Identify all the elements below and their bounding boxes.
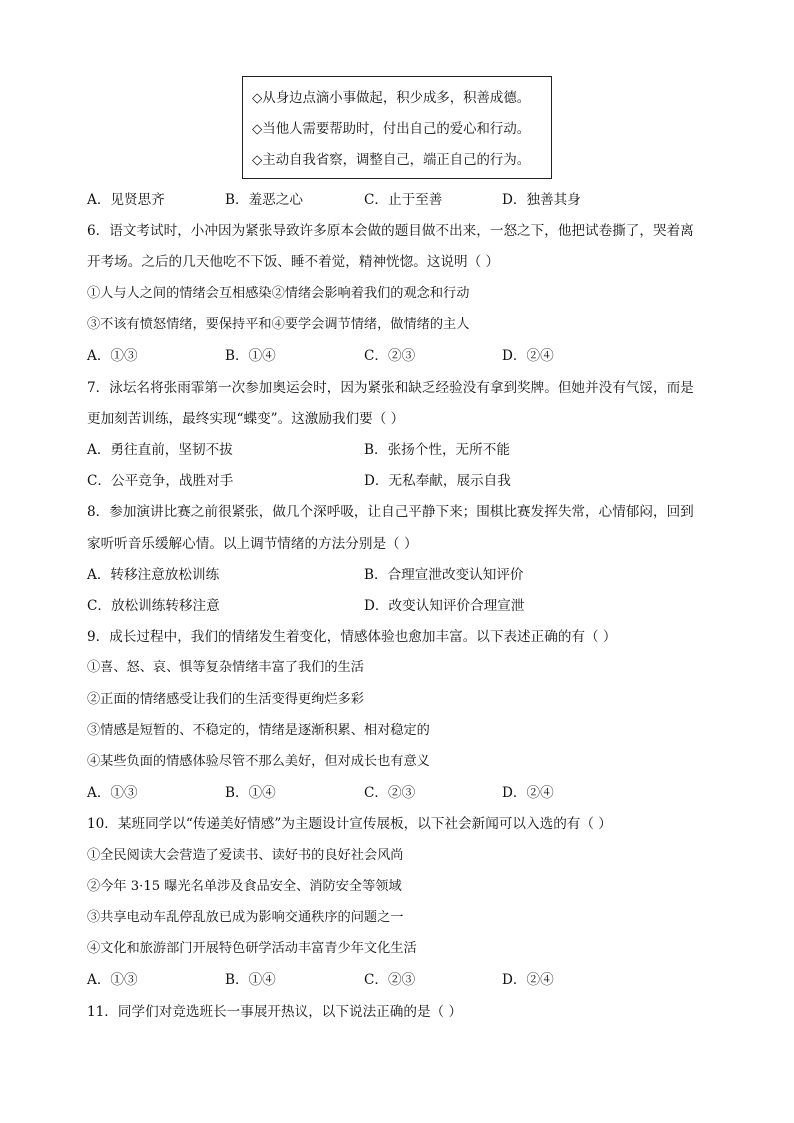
q6-option-a: A．①③ xyxy=(87,348,138,364)
q8-stem-line-2: 家听听音乐缓解心情。以上调节情绪的方法分别是（ ） xyxy=(87,536,418,552)
q6-option-b: B．①④ xyxy=(225,348,276,364)
q10-option-c: C．②③ xyxy=(364,972,416,988)
q9-option-a: A．①③ xyxy=(87,785,138,801)
q10-item-2: ②今年 3·15 曝光名单涉及食品安全、消防安全等领域 xyxy=(87,879,402,894)
quote-box xyxy=(242,76,552,179)
q7-option-c: C．公平竞争，战胜对手 xyxy=(87,473,234,489)
q10-option-d: D．②④ xyxy=(502,972,554,988)
q10-option-b: B．①④ xyxy=(225,972,276,988)
q9-item-3: ③情感是短暂的、不稳定的，情绪是逐渐积累、相对稳定的 xyxy=(87,723,430,738)
q8-stem-line-1: 8．参加演讲比赛之前很紧张，做几个深呼吸，让自己平静下来；围棋比赛发挥失常，心情郁闷，回到 xyxy=(87,504,694,520)
q6-stem-line-2: 开考场。之后的几天他吃不下饭、睡不着觉，精神恍惚。这说明（ ） xyxy=(87,254,500,270)
box-line-2: ◇当他人需要帮助时，付出自己的爱心和行动。 xyxy=(252,122,531,137)
q9-item-1: ①喜、怒、哀、惧等复杂情绪丰富了我们的生活 xyxy=(87,660,364,675)
q6-item-2: ③不该有愤怒情绪，要保持平和④要学会调节情绪，做情绪的主人 xyxy=(87,317,470,332)
q8-option-a: A．转移注意放松训练 xyxy=(87,567,220,583)
q7-option-d: D．无私奉献，展示自我 xyxy=(364,473,511,489)
q10-stem-line-1: 10．某班同学以“传递美好情感”为主题设计宣传展板，以下社会新闻可以入选的有（ ） xyxy=(87,816,612,832)
q5-option-d: D．独善其身 xyxy=(502,192,581,208)
q6-option-d: D．②④ xyxy=(502,348,554,364)
q6-stem-line-1: 6．语文考试时，小冲因为紧张导致许多原本会做的题目做不出来，一怒之下，他把试卷撕了，哭着离 xyxy=(87,223,694,239)
q9-option-b: B．①④ xyxy=(225,785,276,801)
q9-option-d: D．②④ xyxy=(502,785,554,801)
q11-stem-line-1: 11．同学们对竞选班长一事展开热议，以下说法正确的是（ ） xyxy=(87,1004,463,1020)
q8-option-d: D．改变认知评价合理宣泄 xyxy=(364,598,525,614)
q5-option-b: B．羞恶之心 xyxy=(225,192,303,208)
q8-option-c: C．放松训练转移注意 xyxy=(87,598,220,614)
q7-option-b: B．张扬个性，无所不能 xyxy=(364,442,510,458)
box-line-1: ◇从身边点滴小事做起，积少成多，积善成德。 xyxy=(252,91,531,106)
box-line-3: ◇主动自我省察，调整自己，端正自己的行为。 xyxy=(252,153,531,168)
q5-option-c: C．止于至善 xyxy=(364,192,443,208)
q7-stem-line-2: 更加刻苦训练，最终实现“蝶变”。这激励我们要（ ） xyxy=(87,411,405,427)
q9-item-2: ②正面的情绪感受让我们的生活变得更绚烂多彩 xyxy=(87,692,364,707)
q7-stem-line-1: 7．泳坛名将张雨霏第一次参加奥运会时，因为紧张和缺乏经验没有拿到奖牌。但她并没有气馁，而是 xyxy=(87,380,694,396)
q6-item-1: ①人与人之间的情绪会互相感染②情绪会影响着我们的观念和行动 xyxy=(87,286,470,301)
q7-option-a: A．勇往直前，坚韧不拔 xyxy=(87,442,233,458)
q10-item-1: ①全民阅读大会营造了爱读书、读好书的良好社会风尚 xyxy=(87,848,404,863)
q8-option-b: B．合理宣泄改变认知评价 xyxy=(364,567,524,583)
q10-item-4: ④文化和旅游部门开展特色研学活动丰富青少年文化生活 xyxy=(87,941,417,956)
q10-option-a: A．①③ xyxy=(87,972,138,988)
q6-option-c: C．②③ xyxy=(364,348,416,364)
q9-item-4: ④某些负面的情感体验尽管不那么美好，但对成长也有意义 xyxy=(87,754,430,769)
q5-option-a: A．见贤思齐 xyxy=(87,192,165,208)
q9-option-c: C．②③ xyxy=(364,785,416,801)
q10-item-3: ③共享电动车乱停乱放已成为影响交通秩序的问题之一 xyxy=(87,910,404,925)
q9-stem-line-1: 9．成长过程中，我们的情绪发生着变化，情感体验也愈加丰富。以下表述正确的有（ ） xyxy=(87,629,617,645)
